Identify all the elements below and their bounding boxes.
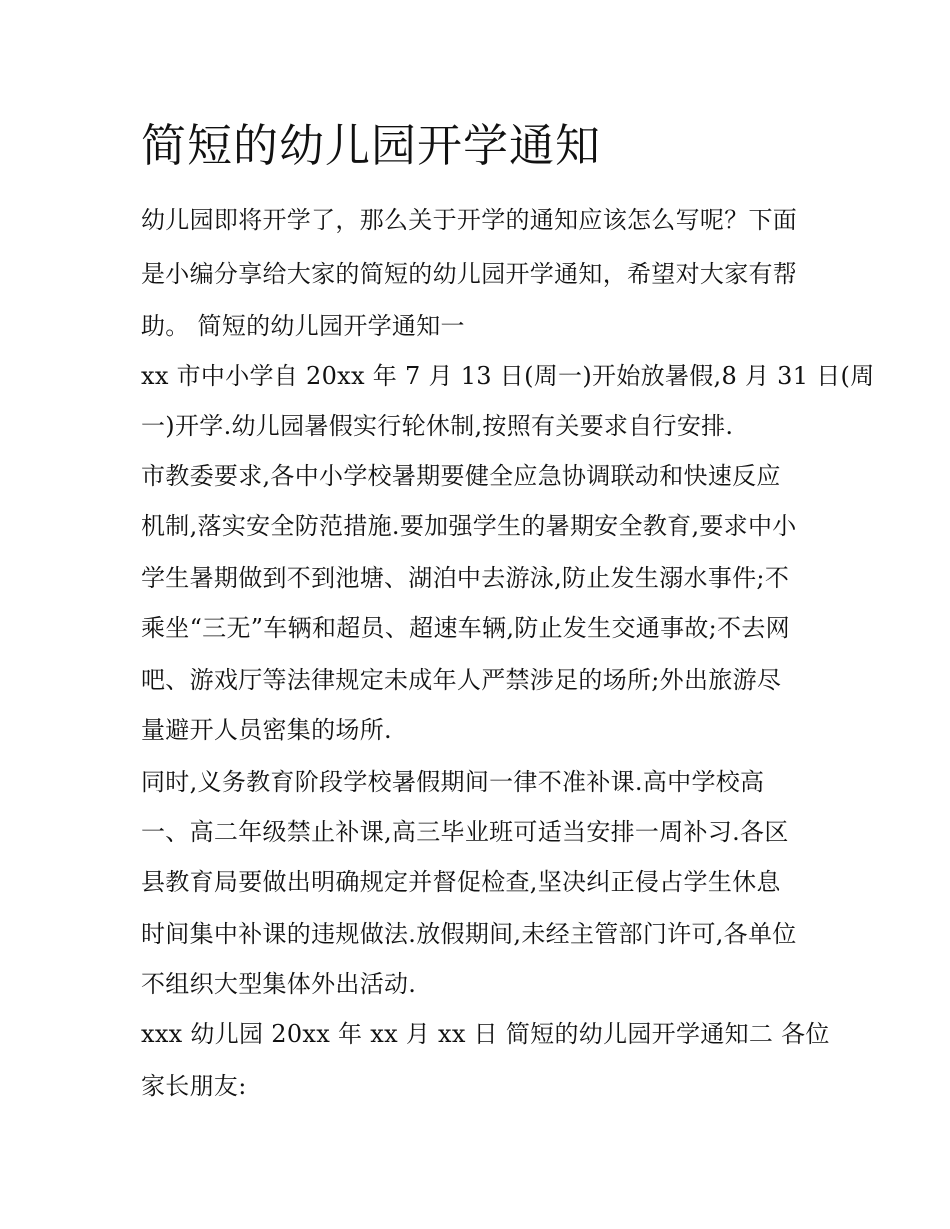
document-title: 简短的幼儿园开学通知 bbox=[141, 119, 602, 172]
body-line: 乘坐“三无”车辆和超员、超速车辆,防止发生交通事故;不去网 bbox=[141, 614, 790, 642]
body-line: 学生暑期做到不到池塘、湖泊中去游泳,防止发生溺水事件;不 bbox=[141, 564, 790, 592]
body-line: 不组织大型集体外出活动. bbox=[141, 970, 417, 998]
body-line: 县教育局要做出明确规定并督促检查,坚决纠正侵占学生休息 bbox=[141, 868, 781, 896]
body-line: 同时,义务教育阶段学校暑假期间一律不准补课.高中学校高 bbox=[141, 768, 765, 796]
body-line: 时间集中补课的违规做法.放假期间,未经主管部门许可,各单位 bbox=[141, 920, 797, 948]
body-line: 吧、游戏厅等法律规定未成年人严禁涉足的场所;外出旅游尽 bbox=[141, 666, 782, 694]
body-line: 是小编分享给大家的简短的幼儿园开学通知，希望对大家有帮 bbox=[141, 260, 798, 288]
body-line: 家长朋友: bbox=[141, 1072, 247, 1100]
body-line: 一)开学.幼儿园暑假实行轮休制,按照有关要求自行安排. bbox=[141, 412, 734, 440]
body-line: 一、高二年级禁止补课,高三毕业班可适当安排一周补习.各区 bbox=[141, 818, 789, 846]
body-line: 量避开人员密集的场所. bbox=[141, 716, 392, 744]
body-line: 幼儿园即将开学了，那么关于开学的通知应该怎么写呢？下面 bbox=[141, 206, 798, 234]
body-line: 机制,落实安全防范措施.要加强学生的暑期安全教育,要求中小 bbox=[141, 512, 797, 540]
body-line: xxx 幼儿园 20xx 年 xx 月 xx 日 简短的幼儿园开学通知二 各位 bbox=[141, 1020, 830, 1048]
body-line: xx 市中小学自 20xx 年 7 月 13 日(周一)开始放暑假,8 月 31 日(周 bbox=[141, 362, 875, 390]
body-line: 市教委要求,各中小学校暑期要健全应急协调联动和快速反应 bbox=[141, 462, 781, 490]
body-line: 助。 简短的幼儿园开学通知一 bbox=[141, 312, 465, 340]
